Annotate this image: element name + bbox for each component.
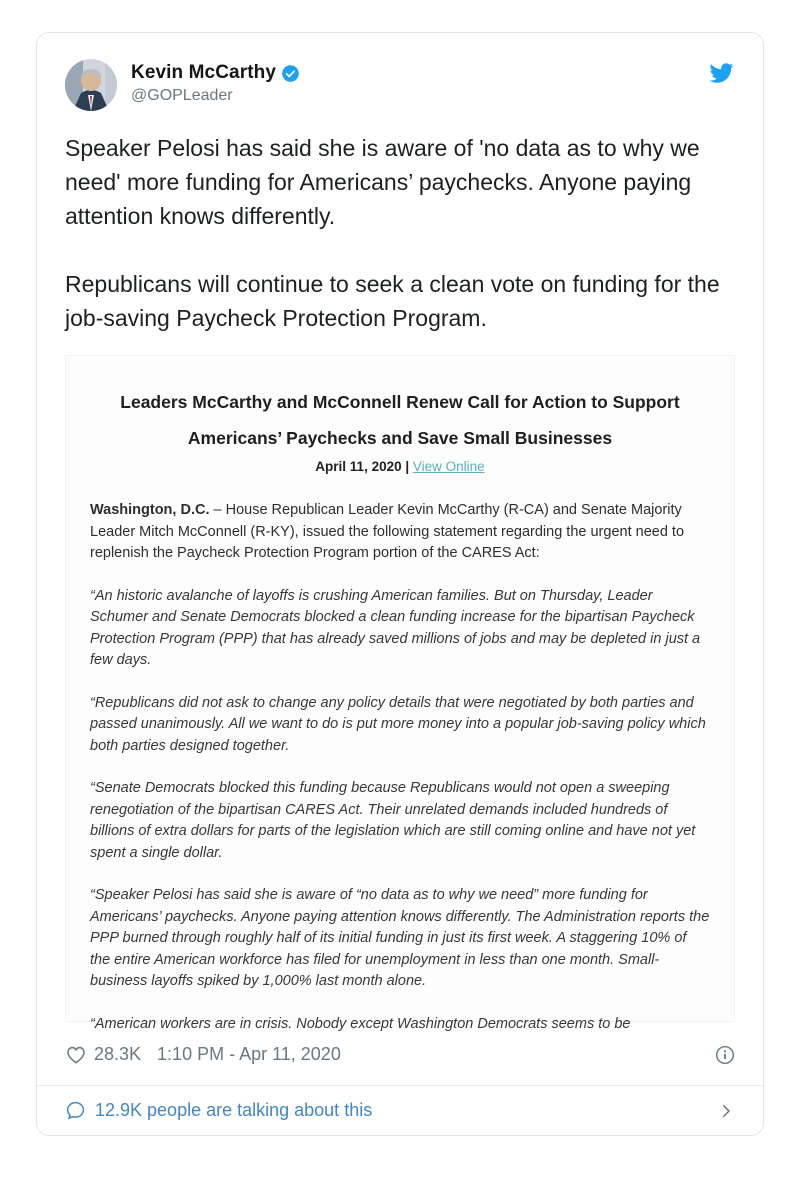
tweet-main	[37, 33, 763, 1085]
press-release	[90, 384, 710, 1035]
dateline-lead: Washington, D.C.	[90, 502, 210, 518]
avatar-portrait	[65, 59, 117, 111]
press-release-quote: “Speaker Pelosi has said she is aware of “no data as to why we need” more funding for Americans’ paychecks. Anyone paying attention knows differently. The Administration reports the PPP burned through roughly half of its initial funding in just its first week. A staggering 10% of the entire American workforce has filed for unemployment in less than one month. Small-business layoffs spiked by 1,000% last month alone.	[90, 887, 710, 989]
author-handle[interactable]: @GOPLeader	[131, 87, 233, 104]
tweet-text	[65, 131, 735, 335]
like-count[interactable]: 28.3K	[94, 1044, 142, 1064]
conversation-bar[interactable]	[37, 1085, 763, 1135]
press-release-date: April 11, 2020	[315, 459, 402, 474]
timestamp-link[interactable]: 1:10 PM - Apr 11, 2020	[157, 1044, 341, 1064]
press-release-quote: “An historic avalanche of layoffs is crushing American families. But on Thursday, Leader Schumer and Senate Democrats blocked a clean funding increase for the bipartisan Paycheck Protection Program (PPP) that has already saved millions of jobs and may be depleted in just a few days.	[90, 587, 701, 668]
author-name[interactable]: Kevin McCarthy	[131, 62, 276, 83]
separator: |	[401, 459, 413, 474]
tweet-media-image[interactable]	[65, 355, 735, 1032]
press-release-dateline-row	[90, 459, 710, 474]
tweet-header	[65, 59, 735, 111]
press-release-paragraph	[90, 500, 710, 565]
conversation-link[interactable]: 12.9K people are talking about this	[95, 1100, 373, 1120]
tweet-paragraph: Republicans will continue to seek a clean vote on funding for the job-saving Paycheck Protection Program.	[65, 271, 720, 331]
reply-bubble-icon	[65, 1100, 86, 1121]
chevron-right-icon[interactable]	[717, 1102, 735, 1120]
press-release-quote: “Senate Democrats blocked this funding because Republicans would not open a sweeping renegotiation of the bipartisan CARES Act. Their unrelated demands included hundreds of billions of extra dollars for parts of the legislation which are still coming online and have not yet spent a single dollar.	[90, 780, 696, 861]
tweet-card	[36, 32, 764, 1136]
author-block	[131, 59, 708, 105]
verified-badge-icon	[281, 64, 300, 83]
press-release-quote: “Republicans did not ask to change any policy details that were negotiated by both parties and passed unanimously. All we want to do is put more money into a popular job-saving policy which both parties designed together.	[90, 694, 706, 754]
like-heart-icon[interactable]	[65, 1045, 87, 1065]
view-online-link: View Online	[412, 459, 485, 474]
press-release-quote: “American workers are in crisis. Nobody except Washington Democrats seems to be	[90, 1015, 631, 1032]
avatar[interactable]	[65, 59, 117, 111]
press-release-body	[90, 500, 710, 1035]
tweet-footer	[65, 1044, 735, 1065]
tweet-paragraph: Speaker Pelosi has said she is aware of 'no data as to why we need' more funding for Americans’ paychecks. Anyone paying attention knows differently.	[65, 135, 700, 229]
dateline-rest: – House Republican Leader Kevin McCarthy (R-CA) and Senate Majority Leader Mitch McConnell (R-KY), issued the following statement regarding the urgent need to replenish the Paycheck Protection Program portion of the CARES Act:	[90, 502, 685, 561]
twitter-logo-icon[interactable]	[708, 61, 735, 85]
info-icon[interactable]	[715, 1045, 735, 1065]
press-release-headline: Leaders McCarthy and McConnell Renew Call for Action to Support Americans’ Paychecks and Save Small Businesses	[120, 392, 680, 448]
